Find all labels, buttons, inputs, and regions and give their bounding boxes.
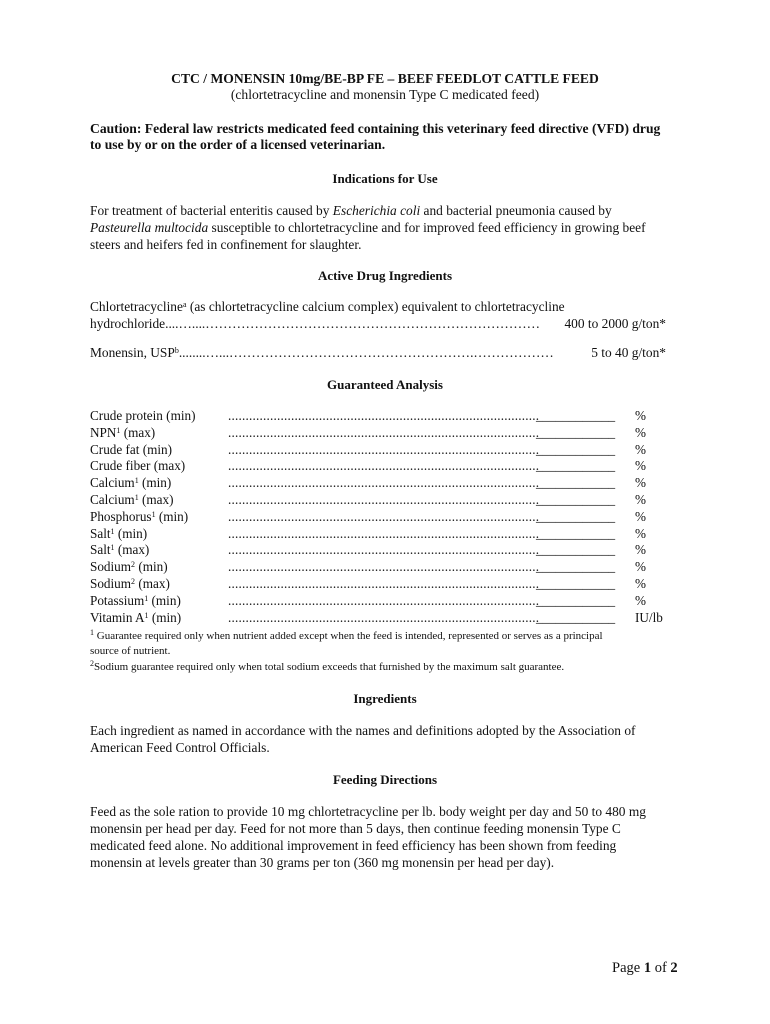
unit-label: IU/lb bbox=[635, 609, 663, 625]
leader-dots: ......................................................................................... bbox=[228, 609, 540, 625]
unit-label: % bbox=[635, 542, 646, 558]
nutrient-name: Phosphorus bbox=[90, 508, 152, 524]
organism-name: Pasteurella multocida bbox=[90, 220, 209, 235]
feeding-text: monensin at levels greater than 30 grams per ton (360 mg monensin per head per day). bbox=[90, 855, 555, 870]
nutrient-name: Vitamin A bbox=[90, 609, 145, 625]
nutrient-qualifier: (min) bbox=[114, 525, 148, 541]
analysis-row bbox=[90, 458, 690, 475]
indications-paragraph bbox=[90, 202, 690, 253]
value-blank: ____________ bbox=[536, 542, 616, 558]
monensin-amount: 5 to 40 g/ton* bbox=[591, 345, 666, 360]
current-page: 1 bbox=[643, 960, 652, 976]
analysis-row bbox=[90, 610, 690, 627]
leader-dots: ......................................................................................... bbox=[228, 424, 540, 440]
feeding-directions-heading: Feeding Directions bbox=[332, 772, 438, 787]
leader-dots: ........…...……………………………………………….……………… bbox=[178, 345, 554, 360]
monensin-line bbox=[90, 345, 666, 361]
nutrient-name: NPN bbox=[90, 424, 117, 440]
analysis-row bbox=[90, 576, 690, 593]
unit-label: % bbox=[635, 441, 646, 457]
active-ingredients-heading: Active Drug Ingredients bbox=[317, 268, 453, 283]
nutrient-label bbox=[90, 509, 188, 525]
nutrient-label bbox=[90, 526, 147, 542]
nutrient-qualifier: (max) bbox=[138, 492, 174, 507]
nutrient-name: Calcium bbox=[90, 475, 135, 491]
nutrient-qualifier: (min) bbox=[155, 508, 189, 524]
footnote-marker: 1 bbox=[134, 493, 139, 502]
footnote-marker: 1 bbox=[134, 476, 139, 486]
nutrient-name: Potassium bbox=[90, 592, 145, 608]
total-pages: 2 bbox=[670, 960, 678, 976]
leader-dots: ......................................................................................... bbox=[228, 408, 540, 423]
document-title: CTC / MONENSIN 10mg/BE-BP FE – BEEF FEEDLOT CATTLE FEED bbox=[171, 71, 599, 86]
value-blank: ____________ bbox=[536, 492, 616, 507]
footnote-text: Guarantee required only when nutrient added except when the feed is intended, represented or serves as a principal bbox=[94, 630, 603, 642]
chlortetracycline-amount: 400 to 2000 g/ton* bbox=[564, 316, 666, 331]
feeding-text: Feed as the sole ration to provide 10 mg chlortetracycline per lb. body weight per day and 50 to 480 mg bbox=[90, 804, 646, 819]
ingredients-paragraph bbox=[90, 722, 690, 756]
unit-label: % bbox=[635, 576, 646, 591]
feeding-directions-paragraph bbox=[90, 803, 690, 871]
analysis-row bbox=[90, 408, 690, 425]
indications-text: susceptible to chlortetracycline and for improved feed efficiency in growing beef bbox=[208, 220, 646, 235]
indications-text: and bacterial pneumonia caused by bbox=[420, 203, 612, 218]
page-label: Page bbox=[612, 960, 644, 976]
nutrient-qualifier: (min) bbox=[138, 475, 172, 491]
nutrient-label bbox=[90, 458, 185, 474]
footnote-marker: 1 bbox=[110, 543, 115, 553]
footnote-1-line-2: source of nutrient. bbox=[90, 645, 171, 657]
nutrient-label bbox=[90, 408, 195, 424]
leader-dots: ......................................................................................... bbox=[228, 525, 540, 541]
organism-name: Escherichia coli bbox=[332, 203, 421, 218]
footnote-marker: 1 bbox=[90, 628, 94, 637]
value-blank: ____________ bbox=[536, 525, 616, 541]
indications-text: steers and heifers fed in confinement for slaughter. bbox=[90, 237, 362, 252]
value-blank: ____________ bbox=[536, 576, 616, 591]
footnote-marker: a bbox=[182, 300, 187, 309]
page-number bbox=[612, 960, 678, 977]
analysis-row bbox=[90, 526, 690, 543]
leader-dots: ......................................................................................... bbox=[228, 458, 540, 474]
nutrient-name: Salt bbox=[90, 525, 111, 541]
caution-line-2: to use by or on the order of a licensed veterinarian. bbox=[90, 137, 386, 152]
unit-label: % bbox=[635, 458, 646, 474]
nutrient-qualifier: (max) bbox=[135, 576, 170, 591]
analysis-row bbox=[90, 509, 690, 526]
nutrient-label bbox=[90, 593, 181, 609]
footnote-marker: 1 bbox=[144, 610, 149, 620]
analysis-row bbox=[90, 442, 690, 459]
document-subtitle: (chlortetracycline and monensin Type C medicated feed) bbox=[230, 87, 540, 102]
nutrient-qualifier: (min) bbox=[148, 609, 182, 625]
indications-heading: Indications for Use bbox=[332, 171, 438, 186]
footnote-marker: 1 bbox=[116, 425, 121, 435]
guaranteed-analysis-heading: Guaranteed Analysis bbox=[327, 377, 443, 392]
value-blank: ____________ bbox=[536, 508, 616, 524]
footnote-marker: b bbox=[174, 346, 179, 355]
unit-label: % bbox=[635, 559, 646, 575]
nutrient-qualifier: (min) bbox=[148, 592, 181, 608]
nutrient-label bbox=[90, 475, 171, 491]
drug-name: Chlortetracycline bbox=[90, 299, 183, 314]
chlortetracycline-line-2 bbox=[90, 316, 666, 332]
nutrient-label bbox=[90, 576, 170, 592]
footnote-2 bbox=[90, 661, 564, 673]
footnote-marker: 2 bbox=[131, 560, 136, 570]
drug-name: Monensin, USP bbox=[90, 345, 175, 360]
nutrient-qualifier: (min) bbox=[135, 559, 168, 575]
analysis-row bbox=[90, 593, 690, 610]
leader-dots: ......................................................................................... bbox=[228, 559, 540, 575]
value-blank: ____________ bbox=[536, 458, 616, 474]
value-blank: ____________ bbox=[536, 559, 616, 575]
page-of-label: of bbox=[651, 960, 671, 976]
nutrient-name: Crude fat (min) bbox=[90, 441, 173, 457]
nutrient-label bbox=[90, 559, 168, 575]
value-blank: ____________ bbox=[536, 441, 616, 457]
nutrient-label bbox=[90, 425, 155, 441]
nutrient-label bbox=[90, 442, 172, 458]
unit-label: % bbox=[635, 592, 646, 608]
analysis-row bbox=[90, 559, 690, 576]
drug-description: (as chlortetracycline calcium complex) equivalent to chlortetracycline bbox=[186, 299, 565, 314]
analysis-row bbox=[90, 475, 690, 492]
ingredients-heading: Ingredients bbox=[353, 691, 417, 706]
nutrient-name: Crude protein (min) bbox=[90, 408, 196, 423]
leader-dots: ......................................................................................... bbox=[228, 576, 540, 591]
unit-label: % bbox=[635, 424, 646, 440]
nutrient-label bbox=[90, 492, 173, 508]
chlortetracycline-line-1 bbox=[90, 299, 565, 315]
footnote-marker: 1 bbox=[144, 593, 149, 603]
unit-label: % bbox=[635, 492, 646, 507]
unit-label: % bbox=[635, 475, 646, 491]
footnote-marker: 1 bbox=[110, 526, 115, 536]
nutrient-name: Calcium bbox=[90, 492, 135, 507]
feeding-text: monensin per head per day. Feed for not more than 5 days, then continue feeding monensin Type C bbox=[90, 821, 621, 836]
nutrient-name: Sodium bbox=[90, 559, 132, 575]
value-blank: ____________ bbox=[536, 609, 616, 625]
nutrient-name: Crude fiber (max) bbox=[90, 458, 186, 474]
footnote-text: Sodium guarantee required only when total sodium exceeds that furnished by the maximum salt guarantee. bbox=[94, 661, 565, 673]
indications-text: For treatment of bacterial enteritis caused by bbox=[90, 203, 333, 218]
analysis-row bbox=[90, 425, 690, 442]
footnote-1-line-1 bbox=[90, 630, 603, 642]
ingredients-text: Each ingredient as named in accordance with the names and definitions adopted by the Association of bbox=[90, 723, 636, 738]
feeding-text: medicated feed alone. No additional improvement in feed efficiency has been shown from feeding bbox=[90, 838, 617, 853]
nutrient-qualifier: (max) bbox=[114, 542, 150, 558]
analysis-row bbox=[90, 542, 690, 559]
analysis-row bbox=[90, 492, 690, 509]
caution-line-1: Caution: Federal law restricts medicated feed containing this veterinary feed directive (VFD) drug bbox=[90, 121, 661, 136]
value-blank: ____________ bbox=[536, 408, 616, 423]
nutrient-name: Sodium bbox=[90, 576, 132, 591]
leader-dots: ......................................................................................... bbox=[228, 542, 540, 558]
value-blank: ____________ bbox=[536, 592, 616, 608]
leader-dots: ......................................................................................... bbox=[228, 475, 540, 491]
leader-dots: ......................................................................................... bbox=[228, 508, 540, 524]
footnote-marker: 2 bbox=[131, 577, 136, 586]
drug-description: hydrochloride....…....………………………………………………………………… bbox=[90, 316, 541, 331]
nutrient-name: Salt bbox=[90, 542, 111, 558]
unit-label: % bbox=[635, 408, 646, 423]
leader-dots: ......................................................................................... bbox=[228, 441, 540, 457]
leader-dots: ......................................................................................... bbox=[228, 492, 540, 507]
nutrient-label bbox=[90, 610, 181, 626]
value-blank: ____________ bbox=[536, 424, 616, 440]
ingredients-text: American Feed Control Officials. bbox=[90, 740, 270, 755]
value-blank: ____________ bbox=[536, 475, 616, 491]
nutrient-label bbox=[90, 542, 149, 558]
leader-dots: ......................................................................................... bbox=[228, 592, 540, 608]
footnote-marker: 2 bbox=[90, 659, 94, 668]
nutrient-qualifier: (max) bbox=[120, 424, 156, 440]
footnote-marker: 1 bbox=[151, 509, 156, 519]
unit-label: % bbox=[635, 508, 646, 524]
unit-label: % bbox=[635, 525, 646, 541]
